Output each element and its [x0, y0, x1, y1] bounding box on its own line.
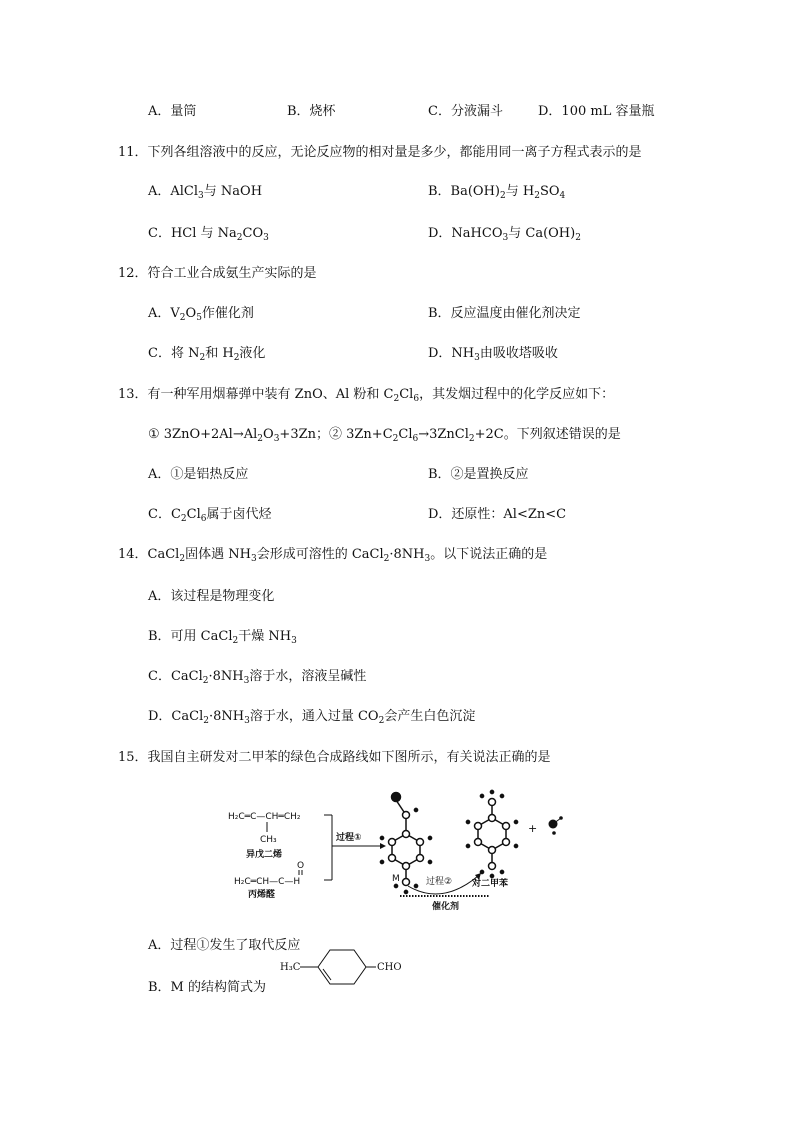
isoprene-name: 异戊二烯	[246, 850, 283, 860]
q14-option-b: B．可用 CaCl$_2$干燥 $NH_3$	[148, 629, 297, 646]
step2-label: 过程②	[426, 877, 453, 887]
q14-option-c: C．$CaCl_2\cdot 8NH_3$溶于水，溶液呈碱性	[148, 669, 367, 686]
q13-option-d: D．还原性：Al<Zn<C	[428, 507, 567, 522]
q15-option-a: A．过程①发生了取代反应	[148, 938, 301, 953]
q12-stem: 12．符合工业合成氨生产实际的是	[118, 266, 317, 281]
q15-reaction-figure	[220, 782, 580, 912]
p-xylene-model	[466, 790, 517, 877]
step1-arrowhead	[380, 843, 386, 849]
step1-label: 过程①	[336, 833, 362, 843]
q11-option-a: A．AlCl$_3$与 NaOH	[148, 184, 263, 201]
q10-option-a: A．量筒	[148, 104, 197, 119]
plus-sign: +	[528, 822, 538, 835]
acrolein-o: O	[297, 861, 305, 871]
catalyst-label: 催化剂	[432, 902, 460, 912]
q13-option-c: C．$C_2Cl_6$属于卤代烃	[148, 507, 272, 524]
q11-stem: 11．下列各组溶液中的反应，无论反应物的相对量是多少，都能用同一离子方程式表示的是	[118, 145, 642, 160]
q15-m-structure	[278, 942, 408, 988]
q13-option-b: B．②是置换反应	[428, 467, 529, 482]
q10-option-d: D．100 mL 容量瓶	[538, 104, 655, 119]
q10-option-b: B．烧杯	[287, 104, 336, 119]
q15-option-b: B．M 的结构简式为	[148, 980, 266, 995]
q13-equation: ① $3ZnO+2Al\to Al_2O_3+3Zn$；② $3Zn+C_2Cl_6\to 3ZnCl_2+2C$。下列叙述错误的是	[148, 427, 621, 444]
m-struct-methyl: H₃C	[280, 962, 301, 973]
m-label: M	[392, 874, 400, 884]
molecule-m-model	[380, 793, 431, 894]
m-struct-double-bond	[323, 969, 331, 980]
q15-stem: 15．我国自主研发对二甲苯的绿色合成路线如下图所示，有关说法正确的是	[118, 750, 551, 765]
q14-option-a: A．该过程是物理变化	[148, 589, 275, 604]
water-model	[549, 816, 563, 835]
isoprene-methyl: CH₃	[260, 835, 277, 845]
q11-option-d: D．NaHCO$_3$与 $Ca(OH)_2$	[428, 226, 581, 243]
q14-option-d: D．$CaCl_2\cdot 8NH_3$溶于水，通入过量 $CO_2$会产生白色沉淀	[148, 709, 476, 726]
q10-option-c: C．分液漏斗	[428, 104, 503, 119]
m-struct-ring	[318, 950, 366, 984]
isoprene-formula: H₂C═C—CH═CH₂	[228, 812, 301, 822]
m-struct-aldehyde: CHO	[377, 962, 402, 973]
q11-option-c: C．HCl 与 $Na_2CO_3$	[148, 226, 269, 243]
q12-option-c: C．将 $N_2$和 $H_2$液化	[148, 346, 266, 363]
acrolein-name: 丙烯醛	[248, 890, 276, 900]
q12-option-d: D．$NH_3$由吸收塔吸收	[428, 346, 558, 363]
product-name: 对二甲苯	[472, 879, 509, 889]
q13-option-a: A．①是铝热反应	[148, 467, 249, 482]
acrolein-formula: H₂C═CH—C—H	[234, 877, 301, 887]
q14-stem: 14．CaCl$_2$固体遇 $NH_3$会形成可溶性的 $CaCl_2\cdot 8NH_3$。以下说法正确的是	[118, 547, 548, 564]
q11-option-b: B．$Ba(OH)_2$与 $H_2SO_4$	[428, 184, 566, 201]
q12-option-a: A．$V_2O_5$作催化剂	[148, 306, 254, 323]
q13-stem: 13．有一种军用烟幕弹中装有 ZnO、Al 粉和 $C_2Cl_6$，其发烟过程中的化学反应如下：	[118, 387, 615, 404]
q12-option-b: B．反应温度由催化剂决定	[428, 306, 581, 321]
